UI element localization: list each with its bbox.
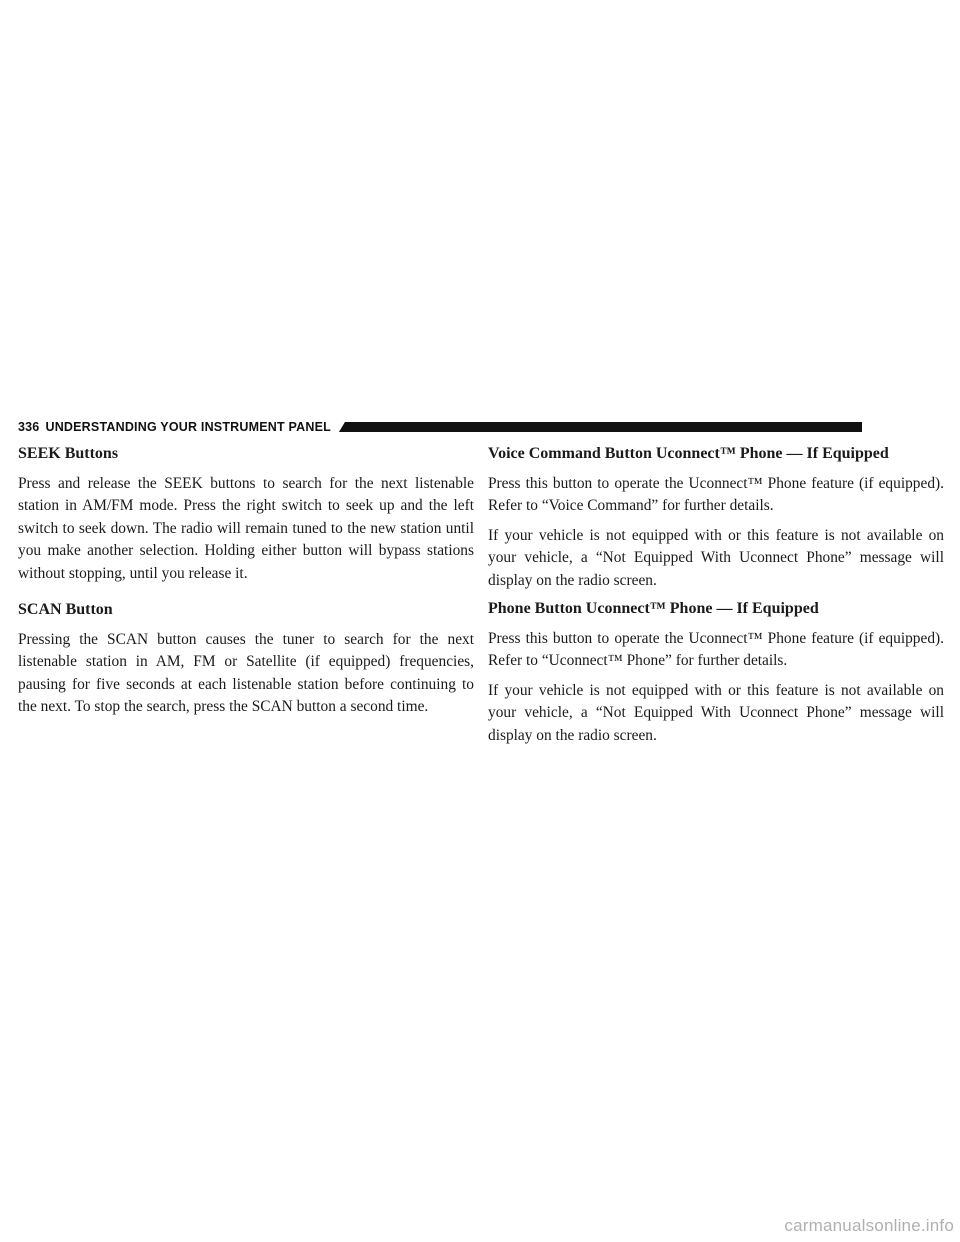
phone-button-paragraph-1: Press this button to operate the Uconnect™ Phone feature (if equipped). Refer to “Uconnect™ Phone” for further details. [488,630,944,670]
watermark: carmanualsonline.info [784,1216,954,1235]
voice-command-paragraph-1: Press this button to operate the Uconnect™ Phone feature (if equipped). Refer to “Voice Command” for further details. [488,475,944,515]
header-rule [339,422,862,432]
scan-button-paragraph: Pressing the SCAN button causes the tuner to search for the next listenable station in AM, FM or Satellite (if equipped) frequencies, pausing for five seconds at each listenable station before continuing to the next. To stop the search, press the SCAN button a second time. [18,631,474,716]
scan-button-heading: SCAN Button [18,601,113,619]
right-column [488,444,944,754]
page-number: 336 [18,420,40,434]
seek-buttons-heading: SEEK Buttons [18,445,119,462]
phone-button-paragraph-2: If your vehicle is not equipped with or this feature is not available on your vehicle, a “Not Equipped With Uconnect Phone” message will display on the radio screen. [488,681,944,744]
section-title: UNDERSTANDING YOUR INSTRUMENT PANEL [45,420,331,434]
phone-button-heading: Phone Button Uconnect™ Phone — If Equipped [488,600,819,618]
voice-command-paragraph-2: If your vehicle is not equipped with or this feature is not available on your vehicle, a “Not Equipped With Uconnect Phone” message will display on the radio screen. [488,526,944,589]
voice-command-heading: Voice Command Button Uconnect™ Phone — If Equipped [488,445,889,462]
left-column [18,444,474,726]
page-header [18,420,862,434]
seek-buttons-paragraph: Press and release the SEEK buttons to search for the next listenable station in AM/FM mode. Press the right switch to seek up and the left switch to seek down. The radio will remain tuned to the new station until you make another selection. Holding either button will bypass stations without stopping, until you release it. [18,475,474,582]
